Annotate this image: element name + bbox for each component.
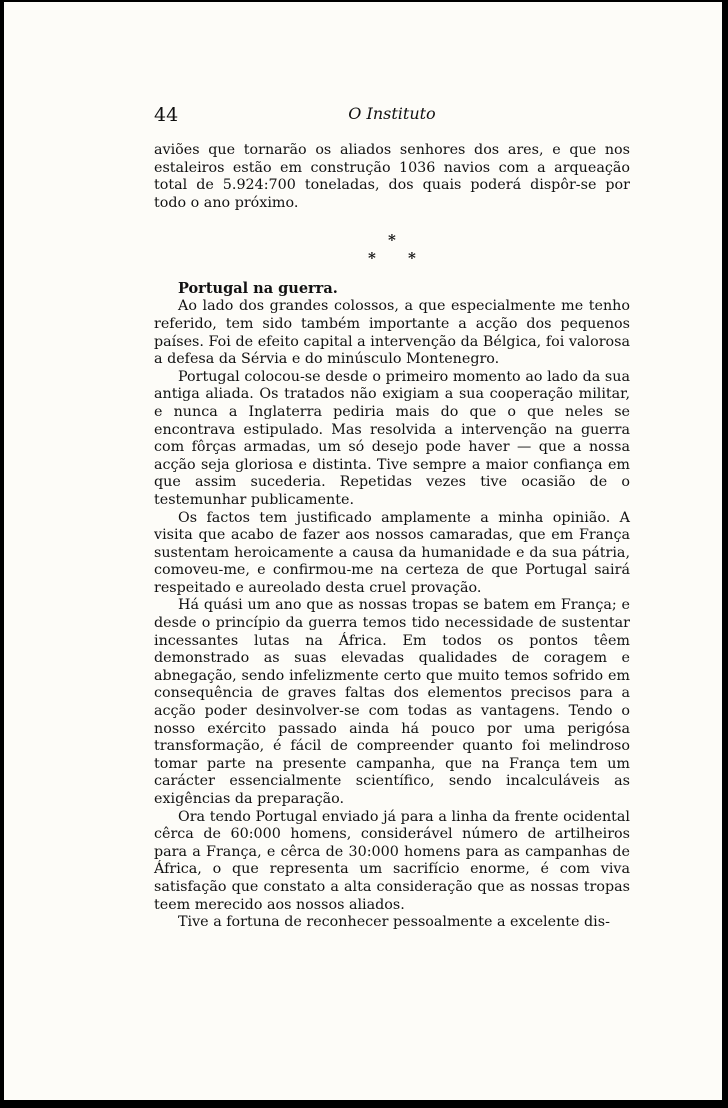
document-page (4, 2, 722, 1100)
paragraph: Ora tendo Portugal enviado já para a linha da frente ocidental cêrca de 60:000 homens, considerável número de artilheiros para a França, e cêrca de 30:000 homens para as campanhas de África, o que representa um sacrifício enorme, é com viva satisfação que constato a alta consideração que as nossas tropas teem merecido aos nossos aliados. (154, 808, 630, 913)
running-title: O Instituto (348, 104, 436, 123)
asterism-star-right: * (408, 249, 416, 268)
section-heading: Portugal na guerra. (178, 280, 338, 298)
asterism-star-top: * (388, 231, 396, 250)
body-text (154, 142, 630, 932)
paragraph: Os factos tem justificado amplamente a minha opinião. A visita que acabo de fazer aos nossos camaradas, que em França sustentam heroicamente a causa da humanidade e da sua pátria, comoveu-me, e confirmou-me na certeza de que Portugal sairá respeitado e aureolado desta cruel provação. (154, 509, 630, 596)
paragraph: Ao lado dos grandes colossos, a que especialmente me tenho referido, tem sido também importante a acção dos pequenos países. Foi de efeito capital a intervenção da Bélgica, foi valorosa a defesa da Sérvia e do minúsculo Montenegro. (154, 298, 630, 368)
page-number: 44 (154, 104, 179, 126)
paragraph: Há quási um ano que as nossas tropas se batem em França; e desde o princípio da guerra temos tido necessidade de sustentar incessantes lutas na África. Em todos os pontos têem demonstrado as suas elevadas qualidades de coragem e abnegação, sendo infelizmente certo que muito temos sofrido em consequência de graves faltas dos elementos precisos para a acção poder desinvolver-se com todas as vantagens. Tendo o nosso exército passado ainda há pouco por uma perigósa transformação, é fácil de compreender quanto foi melindroso tomar parte na presente campanha, que na França tem um carácter essencialmente scientífico, sendo incalculáveis as exigências da preparação. (154, 597, 630, 807)
paragraph: Portugal colocou-se desde o primeiro momento ao lado da sua antiga aliada. Os tratados não exigiam a sua cooperação militar, e nunca a Inglaterra pediria mais do que o que neles se encontrava estipulado. Mas resolvida a intervenção na guerra com fôrças armadas, um só desejo pode haver — que a nossa acção seja gloriosa e distinta. Tive sempre a maior confiança em que assim sucederia. Repetidas vezes tive ocasião de o testemunhar publicamente. (154, 368, 630, 508)
section-separator-asterism (154, 212, 630, 274)
paragraph: Tive a fortuna de reconhecer pessoalmente a excelente dis- (178, 914, 610, 931)
opening-paragraph: aviões que tornarão os aliados senhores dos ares, e que nos estaleiros estão em construção 1036 navios com a arqueação total de 5.924:700 toneladas, dos quais poderá dispôr-se por todo o ano próximo. (154, 142, 630, 211)
page-header (154, 104, 630, 128)
asterism-star-left: * (368, 249, 376, 268)
